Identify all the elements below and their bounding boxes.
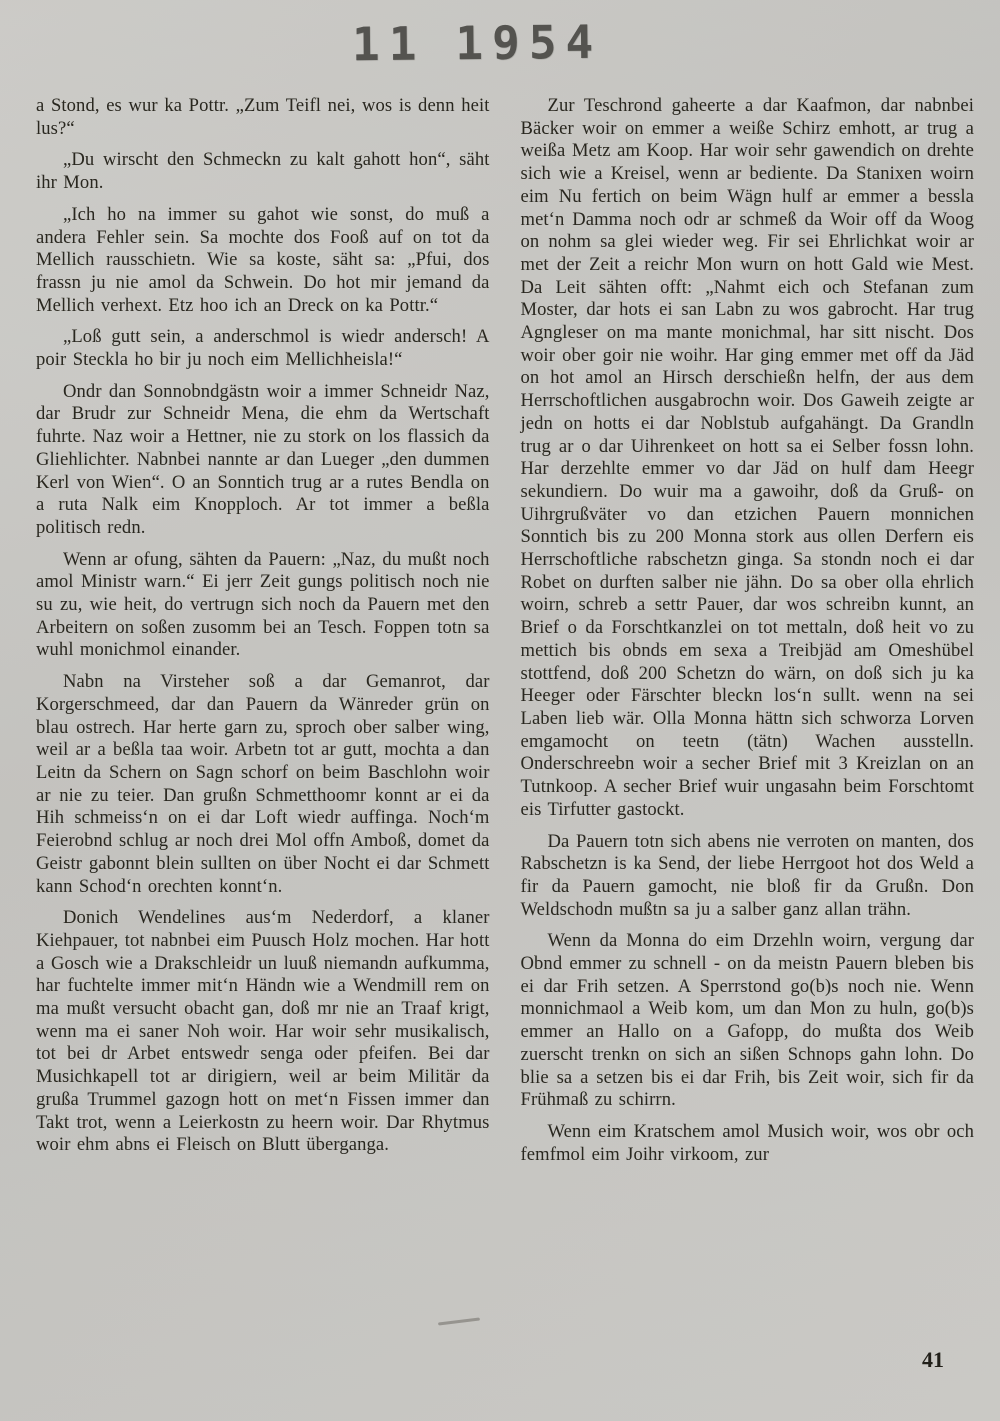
paragraph: a Stond, es wur ka Pottr. „Zum Teifl nei, wos is denn heit lus?“ xyxy=(36,95,490,139)
paragraph: „Ich ho na immer su gahot wie sonst, do muß a andera Fehler sein. Sa mochte dos Fooß auf on tot da Mellich rausschietn. Wie sa koste, säht sa: „Pfui, dos frassn ju nie amol da Schwein. Do hot mir jemand da Mellich verhext. Etz hoo ich an Dreck on ka Pottr.“ xyxy=(36,203,490,316)
paragraph: Da Pauern totn sich abens nie verroten on manten, dos Rabschetzn is ka Send, der liebe Herrgoot hot dos Weld a fir da Pauern gamocht, nie bloß fir da Grußn. Don Weldschodn mußtn sa ju a salber ganz allan trähn. xyxy=(520,830,974,920)
text-columns xyxy=(36,95,974,1175)
paragraph: Nabn na Virsteher soß a dar Gemanrot, dar Korgerschmeed, dar dan Pauern da Wänreder grün on blau ostrech. Har herte garn zu, sproch ober salber wing, weil ar a beßla taa woir. Arbetn tot ar gutt, mochta a dan Leitn da Schern on Sagn schorf on beim Baschlohn woir ar nie zu teier. Dan grußn Schmetthoomr konnt ar ei da Hih schmeiss‘n on ei dar Loft wiedr auffinga. Noch‘m Feierobnd schlug ar noch drei Mol offn Amboß, domet da Geistr gabonnt blein sullten on über Nocht ei dar Schmett kann Schod‘n orechten konnt‘n. xyxy=(36,671,490,897)
stamp-year: 1954 xyxy=(455,14,603,71)
page-number: 41 xyxy=(922,1347,944,1372)
paragraph: Donich Wendelines aus‘m Nederdorf, a klaner Kiehpauer, tot nabnbei eim Puusch Holz mochen. Har hott a Gosch wie a Drakschleidr un luuß niemandn aufkumma, har fuchtelte immer mit‘n Händn wie a Wendmill rem on ma mußt versucht obacht gan, doß mr nie an Traaf krigt, wenn ma ei saner Noh woir. Har woir sehr musikalisch, tot bei dr Arbet entswedr senga oder pfeifen. Bei dar Musichkapell tot ar dirigiern, weil ar beim Militär da grußa Trummel gazogn hott on met‘n Fissen immer dan Takt trot, wenn a Leierkostn zu heern woir. Dar Rhytmus woir ehm abns ei Fleisch on Blutt überganga. xyxy=(36,907,490,1156)
paragraph: Zur Teschrond gaheerte a dar Kaafmon, dar nabnbei Bäcker woir on emmer a weiße Schirz emhott, ar trug a weißa Metz am Koop. Har woir sehr gawendich on drehte sich wie a Kreisel, wenn ar bediente. Da Stanixen woirn eim Nu fertich on beim Wägn hulf ar emmer a bessla met‘n Damma noch odr ar schmeß da Woir off da Woog on nohm sa glei wieder weg. Fir sei Ehrlichkat woir ar met der Zeit a reichr Mon wurn on hott Gald wie Mest. Da Leit sähten offt: „Nahmt eich och Stefanan zum Moster, dar hots ei san Labn zu wos gabrocht. Har trug Agngleser on ma mante monichmal, har sitt nischt. Dos woir ober goir nie woihr. Har ging emmer met off da Jäd on hot amol an Hirsch derschießn helfn, der aus dem Herrschoftlichen ausgabrochn woir. Dos Gaweih zeigte ar jedn on hotts ei dar Noblstub aufgahängt. Da Grandln trug ar o dar Uihrenkeet on hott sa ei Selber fossn lohn. Har derzehlte emmer vo dar Jäd on hulf dam Heegr sekundiern. Do wuir ma a gawoihr, doß da Gruß- on Uihrgrußväter vo dan etzichen Pauern monnichen Sonntich bis zu 200 Monna stork aus ollen Derfern eis Herrschoftliche rabschetzn ginga. Sa stondn noch ei dar Robet on durften salber nie jähn. Do sa ober olla ehrlich woirn, schreb a settr Pauer, dar wos schreibn kunnt, an Brief o da Forschtkanzlei on tot mettaln, doß heit vo zu mettich bis obnds em sexa a Treibjäd am Omeshübel stottfend, doß 200 Schetzn do wärn, on doß sich ju ka Heeger oder Färschter bleckn los‘n sullt. wenn na sei Laben lieb wär. Olla Monna hättn sich schworza Lorven emgamocht on teetn (tätn) Wachen ausstelln. Onderschreebn woir a secher Brief mit 3 Kreizlan on an Tutnkoop. A secher Brief wuir ungasahn beim Forschtomt eis Tirfutter gastockt. xyxy=(520,95,974,820)
paragraph: „Loß gutt sein, a anderschmol is wiedr andersch! A poir Steckla ho bir ju noch eim Mellichheisla!“ xyxy=(36,326,490,371)
paragraph: „Du wirscht den Schmeckn zu kalt gahott hon“, säht ihr Mon. xyxy=(36,149,490,194)
paragraph: Ondr dan Sonnobndgästn woir a immer Schneidr Naz, dar Brudr zur Schneidr Mena, die ehm da Wertschaft fuhrte. Naz woir a Hettner, nie zu stork on los flassich da Gliehlichter. Nabnbei nannte ar dan Lueger „den dummen Kerl von Wien“. O an Sonntich trug ar a rutes Bendla on a ruta Nalk eim Knopploch. Ar tot immer a beßla politisch redn. xyxy=(36,380,490,538)
paragraph: Wenn ar ofung, sähten da Pauern: „Naz, du mußt noch amol Ministr warn.“ Ei jerr Zeit gungs politisch noch nie su zu, wie heit, do vertrugn sich noch da Pauern met den Arbeitern on soßen zusomm bei an Tesch. Foppen totn sa wuhl monichmol einander. xyxy=(36,548,490,661)
pencil-mark xyxy=(438,1317,480,1325)
date-stamp xyxy=(351,14,603,72)
paragraph: Wenn da Monna do eim Drzehln woirn, vergung dar Obnd emmer zu schnell - on da meistn Pauern bleben bis ei dar Frih setzen. A Sperrstond go(b)s noch nie. Wenn monnichmaol a Weib kom, um dan Mon zu huln, go(b)s emmer an Hallo on a Gafopp, do mußta dos Weib zuerscht trenkn on sich an sißen Schnops gahn lohn. Do blie sa a setzen bis ei dar Frih, bis Zeit woir, sich fir da Frühmaß zu schirrn. xyxy=(520,930,974,1111)
paragraph: Wenn eim Kratschem amol Musich woir, wos obr och femfmol eim Joihr virkoom, zur xyxy=(520,1120,974,1165)
left-column xyxy=(36,95,490,1175)
right-column xyxy=(521,95,975,1175)
stamp-number: 11 xyxy=(351,16,426,72)
